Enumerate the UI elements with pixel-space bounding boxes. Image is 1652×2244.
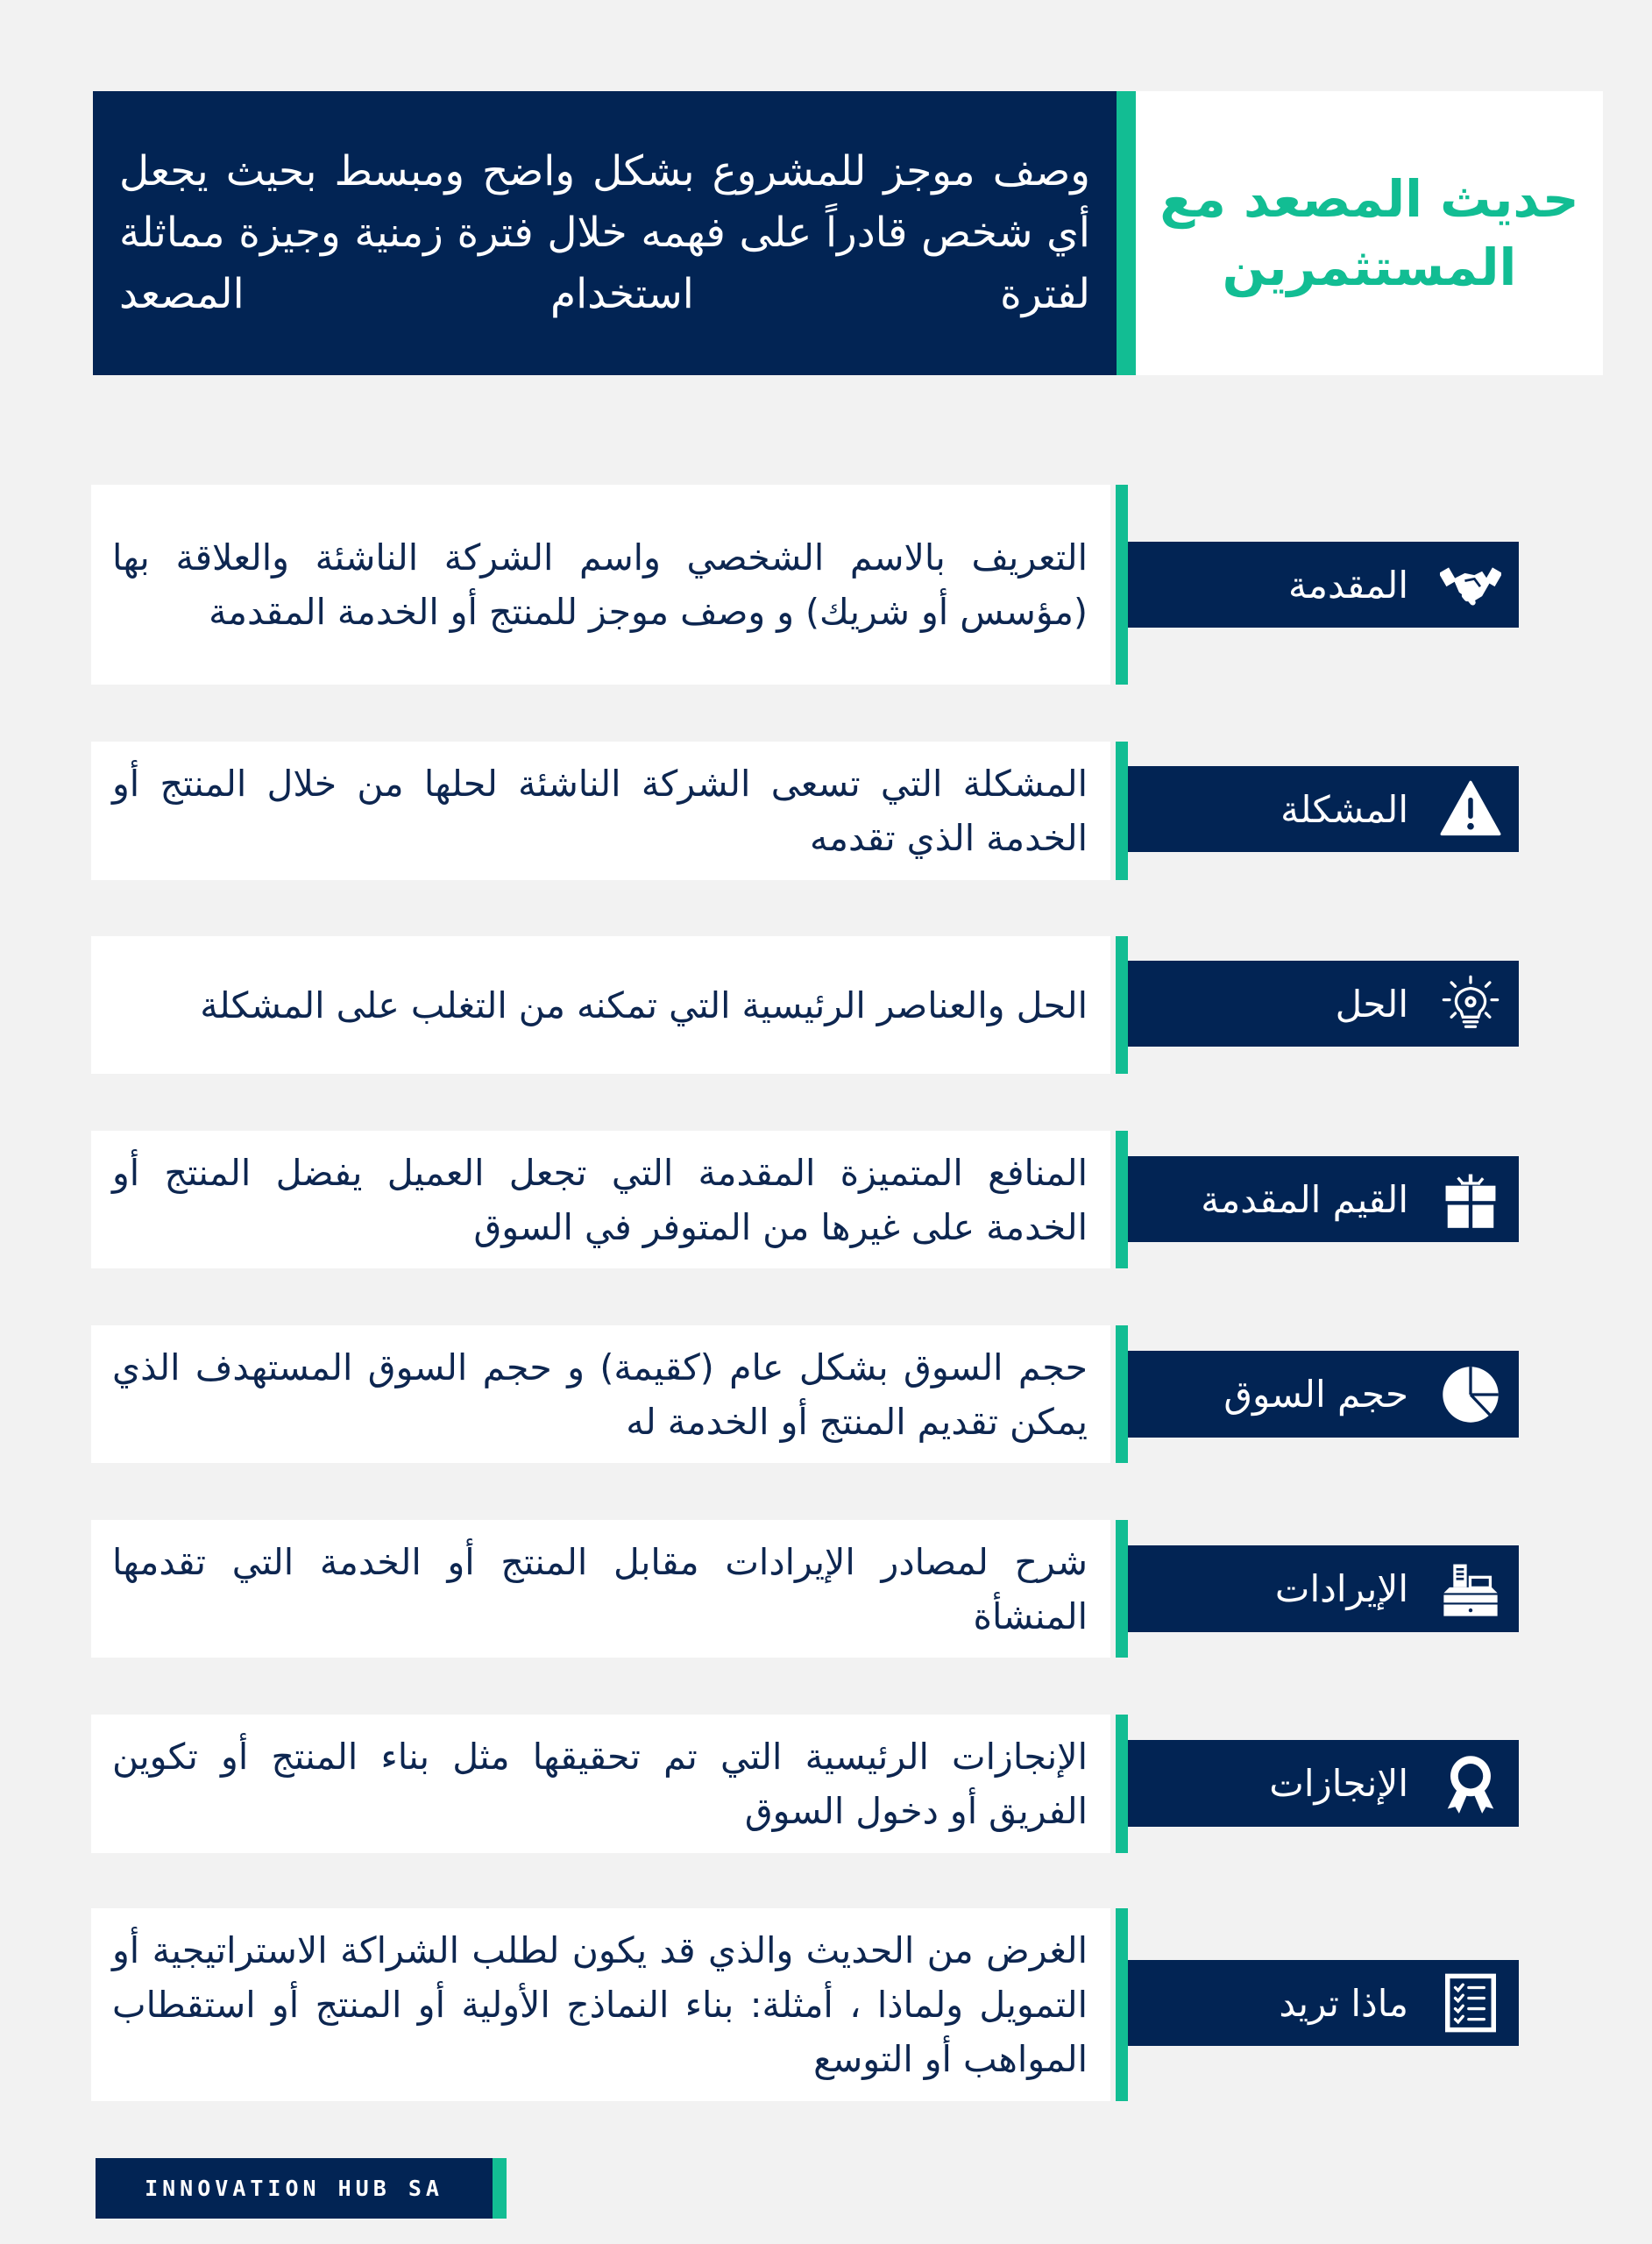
row-description: شرح لمصادر الإيرادات مقابل المنتج أو الخدمة التي تقدمها المنشأة bbox=[112, 1540, 1088, 1637]
row-description: الغرض من الحديث والذي قد يكون لطلب الشراكة الاستراتيجية أو التمويل ولماذا ، أمثلة: بناء النماذج الأولية أو المنتج أو استقطاب المواهب أو التوسع bbox=[112, 1929, 1088, 2080]
row-description: المشكلة التي تسعى الشركة الناشئة لحلها من خلال المنتج أو الخدمة الذي تقدمه bbox=[112, 763, 1088, 859]
pie-chart-icon bbox=[1438, 1362, 1503, 1427]
row-label-text: المقدمة bbox=[1287, 563, 1408, 607]
row-description-box bbox=[91, 742, 1110, 880]
row-label-text: حجم السوق bbox=[1223, 1373, 1408, 1416]
row-description: المنافع المتميزة المقدمة التي تجعل العميل يفضل المنتج أو الخدمة على غيرها من المتوفر في السوق bbox=[112, 1151, 1088, 1248]
row-description-box bbox=[91, 1325, 1110, 1463]
page-title: حديث المصعد مع المستثمرين bbox=[1159, 169, 1579, 297]
row-description: حجم السوق بشكل عام (كقيمة) و حجم السوق المستهدف الذي يمكن تقديم المنتج أو الخدمة له bbox=[112, 1346, 1088, 1443]
row-accent-bar bbox=[1116, 1325, 1128, 1463]
row-accent-bar bbox=[1116, 1715, 1128, 1853]
row-label-text: القيم المقدمة bbox=[1201, 1177, 1408, 1221]
warning-icon bbox=[1438, 777, 1503, 842]
row-label-the-ask bbox=[1128, 1960, 1519, 2046]
row-label-intro bbox=[1128, 542, 1519, 628]
row-description-box bbox=[91, 1520, 1110, 1658]
row-accent-bar bbox=[1116, 485, 1128, 685]
handshake-icon bbox=[1438, 552, 1503, 617]
row-description-box bbox=[91, 485, 1110, 685]
row-label-problem bbox=[1128, 766, 1519, 852]
header-description-panel bbox=[93, 91, 1117, 375]
cash-register-icon bbox=[1438, 1557, 1503, 1622]
row-description-box bbox=[91, 1131, 1110, 1268]
row-label-text: المشكلة bbox=[1280, 787, 1408, 831]
row-label-text: ماذا تريد bbox=[1279, 1981, 1408, 2025]
row-label-value bbox=[1128, 1156, 1519, 1242]
header-title-panel bbox=[1136, 91, 1603, 375]
row-label-market-size bbox=[1128, 1351, 1519, 1438]
header-description: وصف موجز للمشروع بشكل واضح ومبسط بحيث يجعل أي شخص قادراً على فهمه خلال فترة زمنية وجيزة مماثلة لفترة استخدام المصعد bbox=[119, 147, 1090, 318]
brand-logo bbox=[96, 2158, 493, 2219]
row-accent-bar bbox=[1116, 1131, 1128, 1268]
row-description: التعريف بالاسم الشخصي واسم الشركة الناشئة والعلاقة بها (مؤسس أو شريك) و وصف موجز للمنتج أو الخدمة المقدمة bbox=[112, 536, 1088, 633]
row-accent-bar bbox=[1116, 742, 1128, 880]
award-ribbon-icon bbox=[1438, 1751, 1503, 1816]
row-label-revenue bbox=[1128, 1545, 1519, 1632]
row-label-text: الإيرادات bbox=[1274, 1567, 1408, 1610]
row-label-text: الحل bbox=[1335, 982, 1408, 1026]
header-accent-bar bbox=[1117, 91, 1136, 375]
checklist-icon bbox=[1438, 1971, 1503, 2035]
brand-name: INNOVATION HUB SA bbox=[145, 2176, 443, 2201]
row-accent-bar bbox=[1116, 1908, 1128, 2101]
row-label-text: الإنجازات bbox=[1269, 1762, 1408, 1805]
row-description: الإنجازات الرئيسية التي تم تحقيقها مثل بناء المنتج أو تكوين الفريق أو دخول السوق bbox=[112, 1736, 1088, 1832]
row-label-solution bbox=[1128, 961, 1519, 1047]
gift-icon bbox=[1438, 1167, 1503, 1232]
row-label-achievements bbox=[1128, 1740, 1519, 1827]
row-accent-bar bbox=[1116, 936, 1128, 1074]
row-description-box bbox=[91, 1908, 1110, 2101]
row-description-box bbox=[91, 1715, 1110, 1853]
row-accent-bar bbox=[1116, 1520, 1128, 1658]
row-description-box bbox=[91, 936, 1110, 1074]
row-description: الحل والعناصر الرئيسية التي تمكنه من التغلب على المشكلة bbox=[200, 984, 1088, 1026]
lightbulb-icon bbox=[1438, 971, 1503, 1036]
brand-accent-bar bbox=[493, 2158, 507, 2219]
